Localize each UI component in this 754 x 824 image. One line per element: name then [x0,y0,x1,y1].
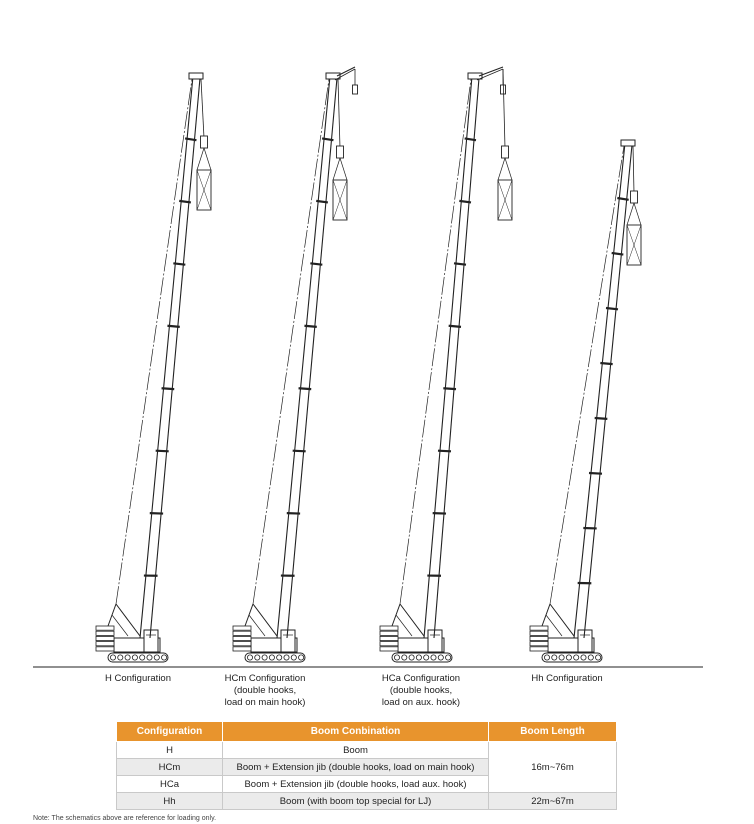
crane-hcm [233,67,358,662]
aux-hook [501,85,506,94]
boom-section-joint [600,363,612,364]
cell-config: HCa [117,776,223,793]
cell-config: H [117,742,223,759]
pendant-rope [253,79,329,604]
mast-strut [546,615,562,636]
boom-section-joint [606,308,618,309]
header-configuration: Configuration [117,722,223,742]
sling [627,203,634,225]
counterweight [233,636,251,640]
counterweight [380,642,398,646]
boom-chord [287,78,337,638]
table-header-row [117,722,617,742]
caption-hcm-configuration [210,673,320,709]
extension-jib [479,67,503,76]
caption-hca-configuration [366,673,476,709]
crane-hh [530,140,641,662]
boom-section-joint [316,201,328,203]
caption-line: Hh Configuration [531,673,603,684]
sling [204,148,211,170]
boom-chord [574,143,625,638]
counterweight [96,636,114,640]
boom-chord [434,78,479,638]
boom-section-joint [167,326,179,327]
caption-line: (double hooks, [389,685,453,696]
cell-combination: Boom + Extension jib (double hooks, load aux. hook) [223,776,489,793]
counterweight [233,642,251,646]
caption-h-configuration [88,673,188,685]
boom-chord [150,78,200,638]
pendant-rope [550,146,624,604]
boom-section-joint [162,388,175,389]
hook-block [631,191,638,203]
hoist-rope [633,146,634,193]
cell-combination: Boom [223,742,489,759]
counterweight [530,626,548,630]
sling [498,158,505,180]
operator-cab [281,630,295,652]
hook-block [337,146,344,158]
counterweight [96,642,114,646]
mast-strut [550,604,574,636]
boom-section-joint [310,263,322,264]
counterweight [380,636,398,640]
boom-section-joint [179,201,191,203]
boom-section-joint [173,263,185,264]
boom-section-joint [156,451,169,452]
operator-cab [428,630,442,652]
cell-combination: Boom + Extension jib (double hooks, load on main hook) [223,759,489,776]
boom-section-joint [595,418,608,419]
boom-chord [584,145,632,638]
counterweight [96,647,114,651]
sling [634,203,641,225]
counterweight [380,626,398,630]
caption-line: load on main hook) [224,697,306,708]
mast-strut [400,604,424,636]
footnote: Note: The schematics above are reference for loading only. [33,815,217,822]
counterweight [380,631,398,635]
crane-h [96,73,211,662]
counterweight [530,636,548,640]
header-boom-length: Boom Length [489,722,617,742]
pendant-rope [116,79,192,604]
extension-jib [337,67,355,76]
boom-section-joint [299,388,312,389]
cell-config: Hh [117,793,223,810]
caption-line: HCa Configuration [381,673,461,684]
hoist-rope [503,69,505,148]
boom-section-joint [304,326,316,327]
boom-head [189,73,203,79]
table-row [117,742,617,759]
pendant-rope [400,79,471,604]
counterweight [380,647,398,651]
aux-hook [353,85,358,94]
cell-config: HCm [117,759,223,776]
boom-section-joint [589,473,602,474]
boom-head [621,140,635,146]
hook-block [201,136,208,148]
caption-line: (double hooks, [233,685,297,696]
configuration-table [116,721,617,810]
counterweight [530,647,548,651]
hook-block [502,146,509,158]
mast-strut [112,615,128,636]
sling [340,158,347,180]
counterweight [530,631,548,635]
boom-chord [424,76,472,638]
counterweight [233,631,251,635]
boom-section-joint [438,451,451,452]
boom-chord [140,76,193,638]
boom-section-joint [612,253,624,255]
sling [197,148,204,170]
sling [333,158,340,180]
caption-line: HCm Configuration [224,673,306,684]
caption-line: H Configuration [104,673,171,684]
boom-section-joint [449,326,461,327]
crawler-track [108,653,168,662]
counterweight [96,626,114,630]
boom-section-joint [454,263,466,264]
hoist-rope [201,79,204,138]
caption-hh-configuration [517,673,617,685]
cell-combination: Boom (with boom top special for LJ) [223,793,489,810]
header-boom-combination: Boom Conbination [223,722,489,742]
boom-section-joint [443,388,456,389]
counterweight [233,647,251,651]
sling [505,158,512,180]
hoist-rope [338,79,340,148]
counterweight [233,626,251,630]
boom-section-joint [459,201,471,203]
crane-hca [380,67,512,662]
counterweight [96,631,114,635]
cell-boom-length: 16m~76m [489,742,617,793]
counterweight [530,642,548,646]
boom-section-joint [293,451,306,452]
cell-boom-length: 22m~67m [489,793,617,810]
mast-strut [116,604,140,636]
caption-line: load on aux. hook) [381,697,461,708]
table-row [117,793,617,810]
operator-cab [144,630,158,652]
mast-strut [253,604,277,636]
boom-chord [277,76,330,638]
